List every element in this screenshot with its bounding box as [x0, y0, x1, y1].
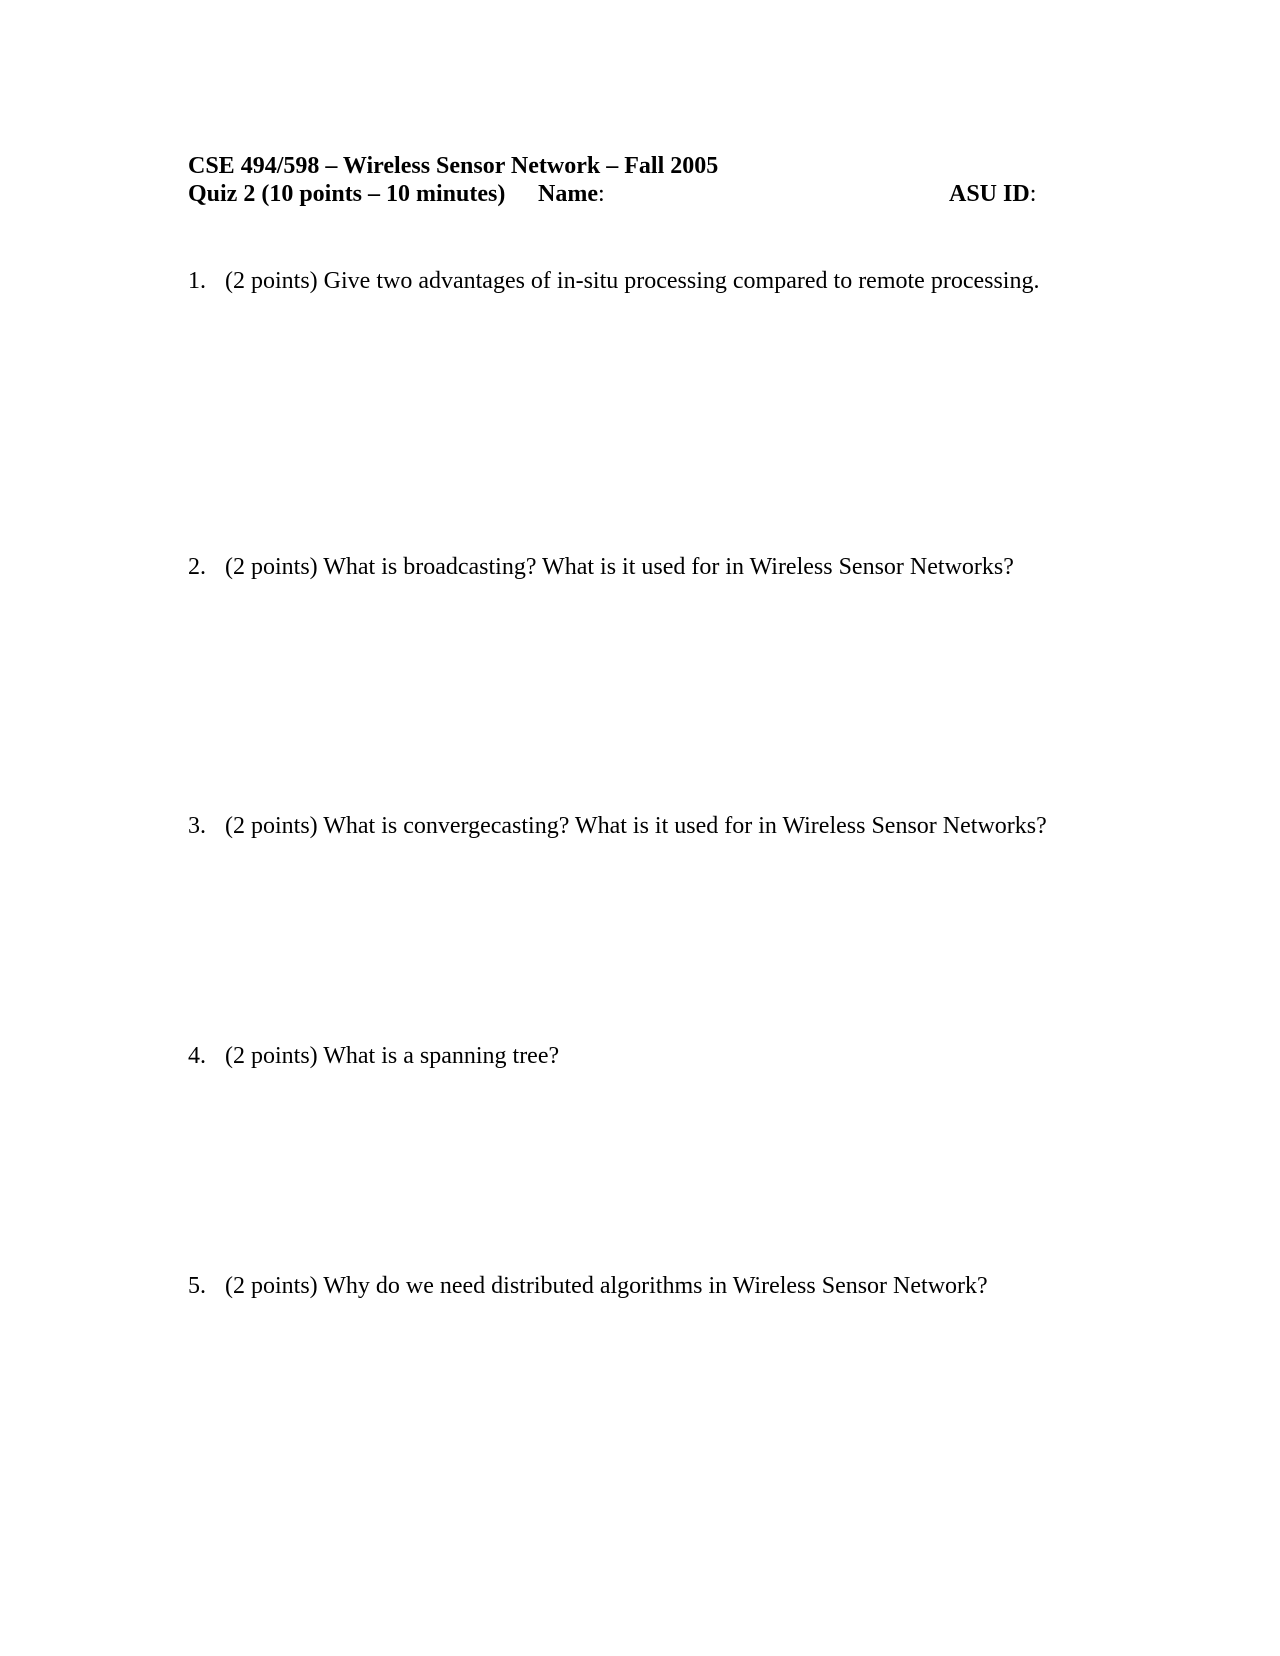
question-3 — [188, 812, 1047, 840]
question-number: 4. — [188, 1043, 206, 1069]
question-4 — [188, 1042, 559, 1070]
name-label: Name — [538, 181, 598, 207]
name-colon: : — [597, 181, 605, 207]
question-1 — [188, 267, 1039, 295]
question-5 — [188, 1272, 988, 1300]
question-number: 5. — [188, 1273, 206, 1299]
question-number: 3. — [188, 813, 206, 839]
quiz-info: Quiz 2 (10 points – 10 minutes) — [188, 181, 506, 207]
question-number: 2. — [188, 554, 206, 580]
question-text: (2 points) What is convergecasting? What is it used for in Wireless Sensor Networks? — [225, 813, 1047, 839]
question-text: (2 points) What is a spanning tree? — [225, 1043, 560, 1069]
asu-id-label: ASU ID — [949, 181, 1030, 207]
asu-id-colon: : — [1029, 181, 1037, 207]
question-number: 1. — [188, 268, 206, 294]
asu-id-field-label — [949, 180, 1036, 208]
question-text: (2 points) Give two advantages of in-situ processing compared to remote processing. — [225, 268, 1040, 294]
course-title: CSE 494/598 – Wireless Sensor Network – Fall 2005 — [188, 153, 719, 179]
question-text: (2 points) What is broadcasting? What is it used for in Wireless Sensor Networks? — [225, 554, 1014, 580]
question-text: (2 points) Why do we need distributed algorithms in Wireless Sensor Network? — [225, 1273, 988, 1299]
name-field-label — [538, 180, 605, 208]
question-2 — [188, 553, 1014, 581]
